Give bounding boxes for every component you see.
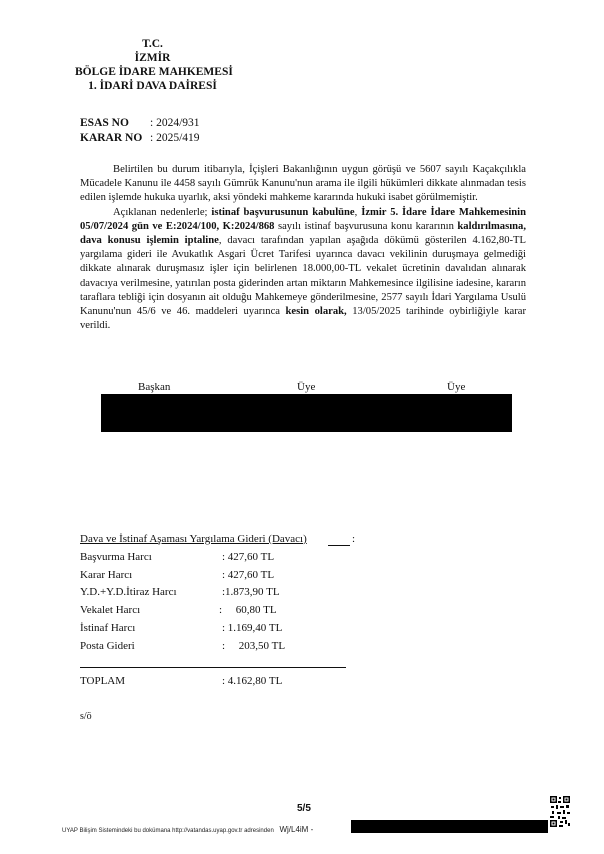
page-number: 5/5 — [297, 803, 311, 814]
case-numbers — [80, 116, 280, 146]
paragraph-1: Belirtilen bu durum itibarıyla, İçişleri Bakanlığının uygun görüşü ve 5607 sayılı Kaçakçılıkla Mücadele Kanunu ile 4458 sayılı Gümrük Kanunu'nun arama ile ilgili hükümleri dikkate alınmadan tesis edilen işlemde hukuka uyarlık, aksi yöndeki mahkeme kararında hukuki isabet görülmemiştir. — [80, 164, 526, 204]
header-tc: T.C. — [142, 38, 163, 50]
signature-member-2: Üye — [447, 381, 466, 393]
signature-redaction — [101, 394, 512, 432]
header-chamber: 1. İDARİ DAVA DAİRESİ — [88, 80, 217, 92]
cost-label: Y.D.+Y.D.İtiraz Harcı — [80, 586, 177, 599]
cost-row — [80, 584, 380, 602]
footer-redaction — [351, 820, 548, 833]
esas-value: : 2024/931 — [150, 117, 200, 129]
cost-title: Dava ve İstinaf Aşaması Yargılama Gideri (Davacı) — [80, 533, 307, 545]
decision-body — [80, 163, 526, 333]
header-court: BÖLGE İDARE MAHKEMESİ — [75, 66, 233, 78]
footer-code: Wj/L4iM - — [279, 825, 314, 834]
p2-bold-acceptance: istinaf başvurusunun kabulüne — [211, 206, 355, 218]
p2-text-g: , davacı tarafından yapılan aşağıda dökümü gösterilen 4.162,80-TL yargılama gideri ile Avukatlık Asgari Ücret Tarifesi uyarınca davacı vekilinin duruşmaya gelmediği dikkate alınarak duruşmasız işler için belirlenen 18.000,00-TL vekalet ücretinin davalıdan alınarak davacıya verilmesine, yatırılan posta giderinden artan miktarın Mahkemesince ilgilisine iadesine, kararın taraflara tebliği için dosyanın ait olduğu Mahkemeye gönderilmesine, 2577 sayılı İdari Yargılama Usulü Kanunu'nun 45/6 ve 46. maddeleri uyarınca — [80, 235, 526, 318]
qr-code — [549, 795, 571, 828]
cost-label: Başvurma Harcı — [80, 550, 152, 563]
cost-table — [80, 531, 380, 656]
cost-row — [80, 638, 380, 656]
cost-value: : 427,60 TL — [222, 550, 275, 563]
total-value: : 4.162,80 TL — [222, 675, 283, 687]
p2-text-a: Açıklanan nedenlerle; — [113, 206, 212, 218]
cost-value: : 60,80 TL — [219, 604, 277, 617]
p2-text-c: , — [354, 206, 362, 218]
cost-value: : 203,50 TL — [222, 639, 286, 652]
signature-member-1: Üye — [297, 381, 316, 393]
cost-rows — [80, 549, 380, 656]
cost-row — [80, 602, 380, 620]
cost-row — [80, 549, 380, 567]
p2-text-e: sayılı istinaf başvurusuna konu kararının — [274, 220, 458, 232]
cost-title-colon: : — [352, 533, 356, 545]
karar-label: KARAR NO — [80, 132, 143, 144]
cost-label: İstinaf Harcı — [80, 621, 136, 634]
cost-label: Posta Gideri — [80, 639, 135, 652]
cost-title-underline — [328, 545, 350, 546]
paragraph-2 — [80, 206, 526, 334]
cost-total-row — [80, 673, 380, 691]
p2-bold-court-ref: İzmir 5. İdare İdare Mahkemesinin 05/07/2024 gün ve E:2024/100, K:2024/868 — [80, 206, 527, 232]
p2-bold-final: kesin olarak, — [285, 306, 347, 318]
cost-value: : 427,60 TL — [222, 568, 275, 581]
footer-notice — [62, 825, 313, 834]
footer-text: UYAP Bilişim Sistemindeki bu dokümana http://vatandas.uyap.gov.tr adresinden — [62, 828, 274, 834]
header-city: İZMİR — [134, 52, 171, 64]
cost-divider — [80, 667, 346, 668]
cost-value: : 1.169,40 TL — [222, 621, 283, 634]
karar-value: : 2025/419 — [150, 132, 200, 144]
court-header — [75, 37, 233, 93]
total-label: TOPLAM — [80, 675, 126, 687]
cost-value: :1.873,90 TL — [222, 586, 280, 599]
cost-label: Vekalet Harcı — [80, 604, 141, 617]
cost-row — [80, 567, 380, 585]
p2-text-i: 13/05/2025 tarihinde oybirliğiyle karar verildi. — [80, 306, 526, 332]
p2-bold-annulment: kaldırılmasına, dava konusu işlemin iptaline — [80, 220, 526, 247]
signature-president: Başkan — [138, 381, 171, 393]
clerk-initials: s/ö — [80, 711, 92, 722]
cost-label: Karar Harcı — [80, 568, 133, 581]
esas-label: ESAS NO — [80, 117, 129, 129]
cost-title-row — [80, 531, 380, 549]
cost-row — [80, 620, 380, 638]
